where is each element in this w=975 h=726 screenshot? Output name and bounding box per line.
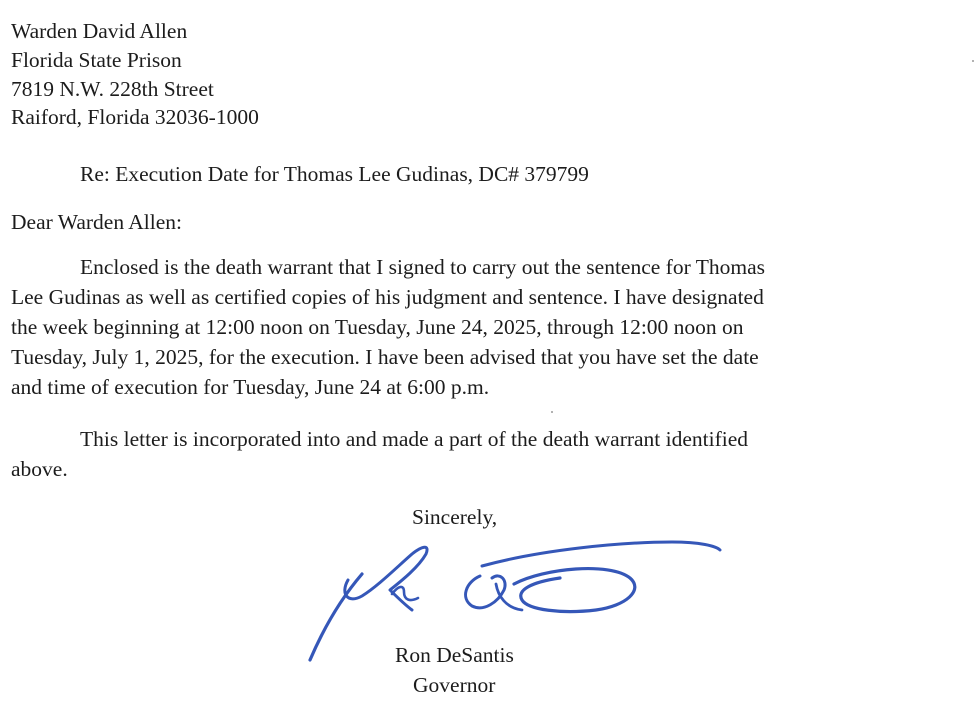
signer-title: Governor (413, 673, 496, 697)
scan-speck (551, 411, 553, 413)
recipient-city-state-zip: Raiford, Florida 32036-1000 (11, 105, 259, 129)
salutation: Dear Warden Allen: (11, 210, 183, 234)
recipient-name: Warden David Allen (11, 19, 188, 43)
scan-speck (972, 60, 974, 62)
body-paragraph-1: Enclosed is the death warrant that I signed to carry out the sentence for Thomas Lee Gudinas as well as certified copies of his judgment and sentence. I have designated the week beginning at 12:00 noon on Tuesday, June 24, 2025, through 12:00 noon on Tuesday, July 1, 2025, for the execution. I have been advised that you have set the date and time of execution for Tuesday, June 24 at 6:00 p.m. (11, 255, 765, 399)
recipient-street: 7819 N.W. 228th Street (11, 77, 214, 101)
reference-line: Re: Execution Date for Thomas Lee Gudinas, DC# 379799 (80, 162, 589, 186)
closing: Sincerely, (412, 505, 498, 529)
signer-name: Ron DeSantis (395, 643, 514, 667)
handwritten-signature-icon (300, 532, 730, 667)
body-paragraph-2: This letter is incorporated into and made a part of the death warrant identified above. (11, 427, 749, 481)
recipient-institution: Florida State Prison (11, 48, 182, 72)
